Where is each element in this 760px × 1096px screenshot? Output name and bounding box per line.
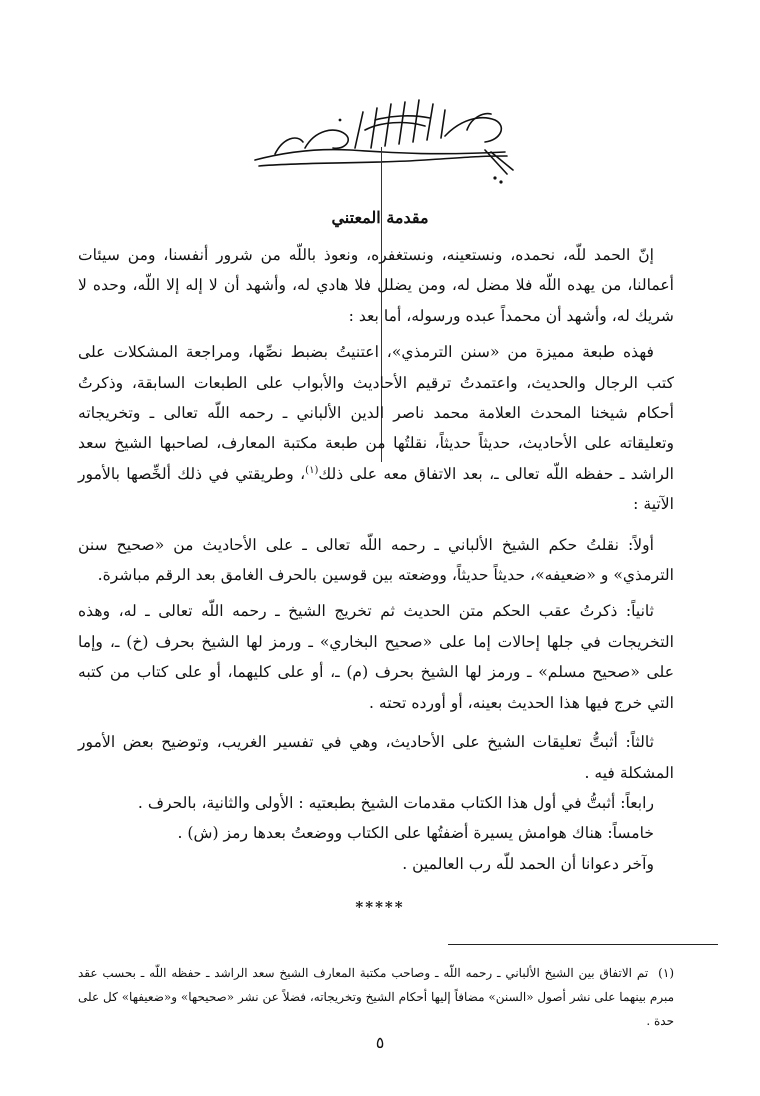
footnote: [78, 961, 674, 1033]
edition-paragraph: [78, 337, 674, 519]
opening-paragraph: إنّ الحمد للّه، نحمده، ونستعينه، ونستغفره، ونعوذ باللّه من شرور أنفسنا، ومن سيئات أعمالنا، من يهده اللّه فلا مضل له، ومن يضلل فلا هادي له، وأشهد أن لا إله إلا اللّه، وحده لا شريك له، وأشهد أن محمداً عبده ورسوله، أما بعد :: [78, 246, 674, 325]
page-number: ٥: [375, 1033, 385, 1052]
point-third: ثالثاً: أثبتُّ تعليقات الشيخ على الأحاديث، وهي في تفسير الغريب، وتوضيح بعض الأمور المشكلة فيه .: [78, 733, 674, 782]
introduction-body: [78, 240, 674, 879]
method-intro-text: ، وطريقتي في ذلك ألخِّصها بالأمور الآتية :: [78, 464, 674, 514]
basmala-calligraphy-logo: [245, 90, 520, 195]
point-first: أولاً: نقلتُ حكم الشيخ الألباني ـ رحمه اللّه تعالى ـ على الأحاديث من «صحيح سنن الترمذي» و «ضعيفه»، حديثاً حديثاً، ووضعته بين قوسين بالحرف الغامق بعد الرقم مباشرة.: [78, 535, 674, 585]
footnote-divider: [448, 944, 718, 945]
introduction-heading: مقدمة المعتني: [331, 208, 429, 227]
point-second: ثانياً: ذكرتُ عقب الحكم متن الحديث ثم تخريج الشيخ ـ رحمه اللّه تعالى ـ له، وهذه التخريجات في جلها إحالات إما على «صحيح البخاري» ـ ورمز لها الشيخ بحرف (خ) ـ، وإما على «صحيح مسلم» ـ ورمز لها الشيخ بحرف (م) ـ، أو على كليهما، أو على كتاب من كتبه التي خرج فيها هذا الحديث بعينه، أو أورده تحته .: [78, 602, 674, 712]
footnote-text: تم الاتفاق بين الشيخ الألباني ـ رحمه اللّه ـ وصاحب مكتبة المعارف الشيخ سعد الراشد ـ حفظه اللّه ـ بحسب عقد مبرم بينهما على نشر أصول «السنن» مضافاً إليها أحكام الشيخ وتخريجاته، فضلاً عن نشر «صحيحها» و«ضعيفها» كل على حدة .: [78, 966, 674, 1028]
footnote-marker[interactable]: (١): [305, 464, 319, 476]
point-fifth: خامساً: هناك هوامش يسيرة أضفتُها على الكتاب ووضعتُ بعدها رمز (ش) .: [177, 824, 654, 843]
footnote-number: (١): [658, 966, 674, 980]
edition-text: فهذه طبعة مميزة من «سنن الترمذي»، اعتنيتُ بضبط نصِّها، ومراجعة المشكلات على كتب الرجال والحديث، واعتمدتُ ترقيم الأحاديث والأبواب على الطبعات السابقة، وذكرتُ أحكام شيخنا المحدث العلامة محمد ناصر الدين الألباني ـ رحمه اللّه تعالى ـ وتخريجاته وتعليقاته على الأحاديث، حديثاً حديثاً، نقلتُها من طبعة مكتبة المعارف، لصاحبها الشيخ سعد الراشد ـ حفظه اللّه تعالى ـ، بعد الاتفاق معه على ذلك: [78, 343, 674, 483]
section-separator: *****: [355, 898, 405, 916]
point-fourth: رابعاً: أثبتُّ في أول هذا الكتاب مقدمات الشيخ بطبعتيه : الأولى والثانية، بالحرف .: [137, 793, 654, 812]
closing-prayer: وآخر دعوانا أن الحمد للّه رب العالمين .: [402, 854, 654, 873]
